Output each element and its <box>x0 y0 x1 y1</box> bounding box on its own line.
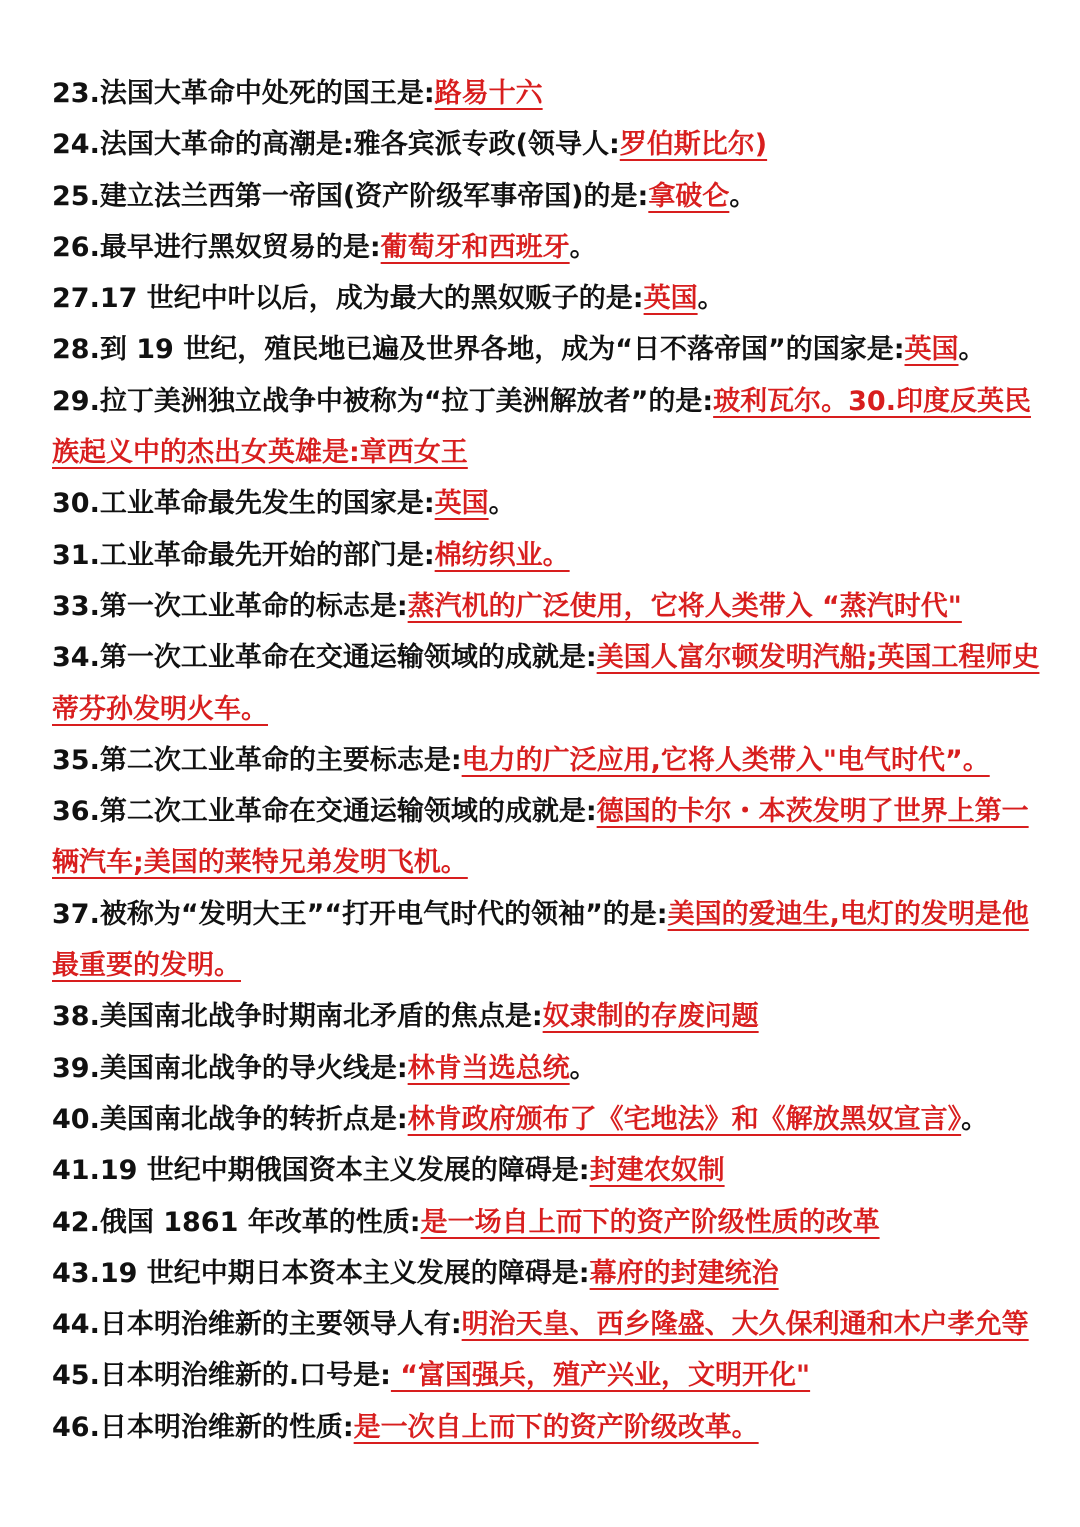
answer-text: 封建农奴制 <box>589 1155 725 1187</box>
answer-text: 英国 <box>904 334 959 366</box>
list-item <box>52 530 1042 581</box>
list-item <box>52 1197 1042 1248</box>
question-text: 42.俄国 1861 年改革的性质: <box>52 1206 421 1238</box>
question-text: 38.美国南北战争时期南北矛盾的焦点是: <box>52 1001 543 1033</box>
list-item <box>52 889 1042 992</box>
list-item <box>52 1094 1042 1145</box>
trailing-punct: 。 <box>958 334 986 366</box>
trailing-punct: 。 <box>697 283 725 315</box>
list-item <box>52 991 1042 1042</box>
list-item <box>52 632 1042 735</box>
answer-text: 是一次自上而下的资产阶级改革。 <box>353 1411 759 1443</box>
list-item <box>52 222 1042 273</box>
list-item <box>52 1350 1042 1401</box>
list-item <box>52 324 1042 375</box>
question-text: 24.法国大革命的高潮是:雅各宾派专政(领导人: <box>52 129 620 161</box>
question-text: 29.拉丁美洲独立战争中被称为“拉丁美洲解放者”的是: <box>52 385 714 417</box>
answer-text: 德国的卡尔・本茨发明了世界上第一辆汽车;美国的莱特兄弟发明飞机。 <box>52 796 1029 879</box>
answer-text: 蒸汽机的广泛使用，它将人类带入 “蒸汽时代" <box>407 590 962 622</box>
question-text: 34.第一次工业革命在交通运输领域的成就是: <box>52 642 597 674</box>
answer-text: 路易十六 <box>434 78 543 109</box>
question-text: 26.最早进行黑奴贸易的是: <box>52 231 381 263</box>
question-text: 46.日本明治维新的性质: <box>52 1411 354 1443</box>
question-text: 30.工业革命最先发生的国家是: <box>52 488 435 520</box>
list-item <box>52 581 1042 632</box>
answer-text: 英国 <box>643 283 698 315</box>
list-item <box>52 68 1042 119</box>
list-item <box>52 735 1042 786</box>
question-text: 37.被称为“发明大王”“打开电气时代的领袖”的是: <box>52 898 668 930</box>
trailing-punct: 。 <box>569 231 597 263</box>
answer-text: “富国强兵，殖产兴业，文明开化" <box>390 1360 811 1392</box>
list-item <box>52 1043 1042 1094</box>
answer-text: 玻利瓦尔。30.印度反英民族起义中的杰出女英雄是:章西女王 <box>52 385 1031 469</box>
notes-page <box>52 68 1042 1453</box>
trailing-punct: 。 <box>961 1103 989 1135</box>
trailing-punct: 。 <box>569 1052 597 1084</box>
question-text: 45.日本明治维新的.口号是: <box>52 1360 391 1392</box>
trailing-punct: 。 <box>488 488 516 520</box>
list-item <box>52 376 1042 479</box>
answer-text: 林肯政府颁布了《宅地法》和《解放黑奴宣言》 <box>407 1103 962 1135</box>
list-item <box>52 1145 1042 1196</box>
question-text: 39.美国南北战争的导火线是: <box>52 1052 408 1084</box>
list-item <box>52 1299 1042 1350</box>
answer-text: 奴隶制的存废问题 <box>542 1001 759 1033</box>
question-text: 28.到 19 世纪，殖民地已遍及世界各地，成为“日不落帝国”的国家是: <box>52 334 905 366</box>
list-item <box>52 171 1042 222</box>
question-text: 36.第二次工业革命在交通运输领域的成就是: <box>52 796 597 828</box>
answer-text: 葡萄牙和西班牙 <box>380 231 570 263</box>
list-item <box>52 786 1042 889</box>
list-item <box>52 1248 1042 1299</box>
answer-text: 幕府的封建统治 <box>589 1257 779 1289</box>
trailing-punct: 。 <box>729 180 757 212</box>
answer-text: 罗伯斯比尔) <box>619 129 768 161</box>
answer-text: 林肯当选总统 <box>407 1052 570 1084</box>
answer-text: 明治天皇、西乡隆盛、大久保利通和木户孝允等 <box>461 1309 1029 1341</box>
question-text: 35.第二次工业革命的主要标志是: <box>52 744 462 776</box>
question-text: 44.日本明治维新的主要领导人有: <box>52 1309 462 1341</box>
question-text: 40.美国南北战争的转折点是: <box>52 1103 408 1135</box>
list-item <box>52 273 1042 324</box>
answer-text: 是一场自上而下的资产阶级性质的改革 <box>420 1206 880 1238</box>
question-text: 33.第一次工业革命的标志是: <box>52 590 408 622</box>
list-item <box>52 119 1042 170</box>
answer-text: 电力的广泛应用,它将人类带入"电气时代”。 <box>461 744 990 776</box>
list-item <box>52 1402 1042 1453</box>
question-text: 41.19 世纪中期俄国资本主义发展的障碍是: <box>52 1155 590 1187</box>
answer-text: 美国的爱迪生,电灯的发明是他最重要的发明。 <box>52 898 1029 982</box>
question-text: 23.法国大革命中处死的国王是: <box>52 78 435 109</box>
question-text: 31.工业革命最先开始的部门是: <box>52 539 435 571</box>
answer-text: 美国人富尔顿发明汽船;英国工程师史蒂芬孙发明火车。 <box>52 642 1040 725</box>
answer-text: 棉纺织业。 <box>434 539 570 571</box>
question-text: 27.17 世纪中叶以后，成为最大的黑奴贩子的是: <box>52 283 644 315</box>
list-item <box>52 478 1042 529</box>
answer-text: 英国 <box>434 488 489 520</box>
question-text: 43.19 世纪中期日本资本主义发展的障碍是: <box>52 1257 590 1289</box>
question-text: 25.建立法兰西第一帝国(资产阶级军事帝国)的是: <box>52 180 649 212</box>
answer-text: 拿破仑 <box>648 180 730 212</box>
